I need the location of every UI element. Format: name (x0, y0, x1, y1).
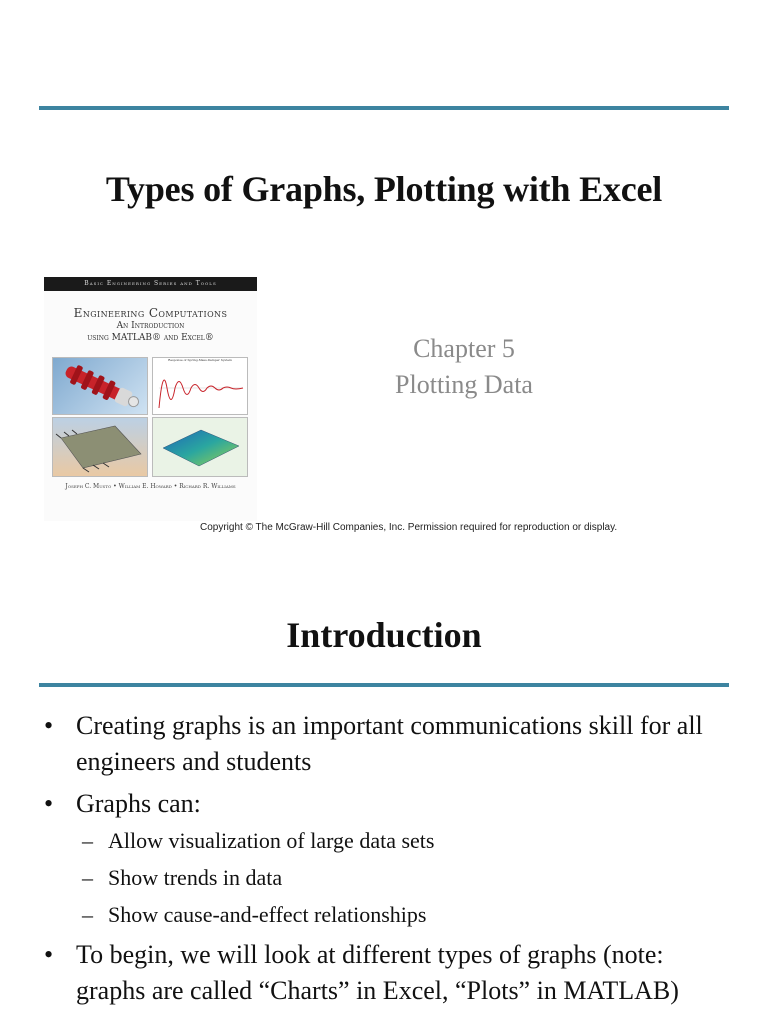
bullet-marker: • (44, 711, 54, 740)
sub-bullet-text: Show cause-and-effect relationships (108, 902, 427, 927)
sub-bullet-item (44, 822, 734, 859)
bullet-item (44, 786, 734, 822)
top-rule (39, 106, 729, 110)
bullet-list (44, 708, 734, 1015)
book-image-plate-model (52, 417, 148, 477)
bullet-text: To begin, we will look at different types of graphs (note: graphs are called “Charts” in Excel, “Plots” in MATLAB) (76, 940, 679, 1005)
section-title: Introduction (286, 615, 482, 655)
book-chart-caption: Response of Spring-Mass-Damper System (168, 358, 232, 362)
sub-bullet-marker: – (82, 902, 93, 927)
book-title: Engineering Computations (73, 306, 228, 320)
sub-bullet-text: Show trends in data (108, 865, 283, 890)
book-cover (44, 277, 257, 521)
bullet-text: Graphs can: (76, 789, 201, 818)
sub-bullet-text: Allow visualization of large data sets (108, 828, 435, 853)
slide-title: Types of Graphs, Plotting with Excel (105, 169, 663, 209)
section-rule (39, 683, 729, 687)
book-image-damped-response-chart (152, 357, 248, 415)
bullet-marker: • (44, 940, 54, 969)
book-subtitle-2: using MATLAB® and Excel® (87, 333, 214, 343)
bullet-text: Creating graphs is an important communications skill for all engineers and students (76, 711, 703, 776)
book-subtitle-1: An Introduction (116, 321, 185, 331)
chapter-number: Chapter 5 (413, 334, 515, 363)
sub-bullet-item (44, 896, 734, 933)
bullet-item (44, 708, 734, 780)
sub-bullet-marker: – (82, 828, 93, 853)
book-series-band: Basic Engineering Series and Tools (44, 277, 257, 291)
book-image-shock-absorber (52, 357, 148, 415)
book-image-surface-plot (152, 417, 248, 477)
sub-bullet-marker: – (82, 865, 93, 890)
book-authors: Joseph C. Musto • William E. Howard • Richard R. Williams (65, 483, 236, 490)
chapter-title: Plotting Data (395, 370, 533, 399)
bullet-item (44, 937, 734, 1009)
sub-bullet-item (44, 859, 734, 896)
bullet-marker: • (44, 789, 54, 818)
copyright-notice: Copyright © The McGraw-Hill Companies, Inc. Permission required for reproduction or display. (200, 522, 618, 533)
